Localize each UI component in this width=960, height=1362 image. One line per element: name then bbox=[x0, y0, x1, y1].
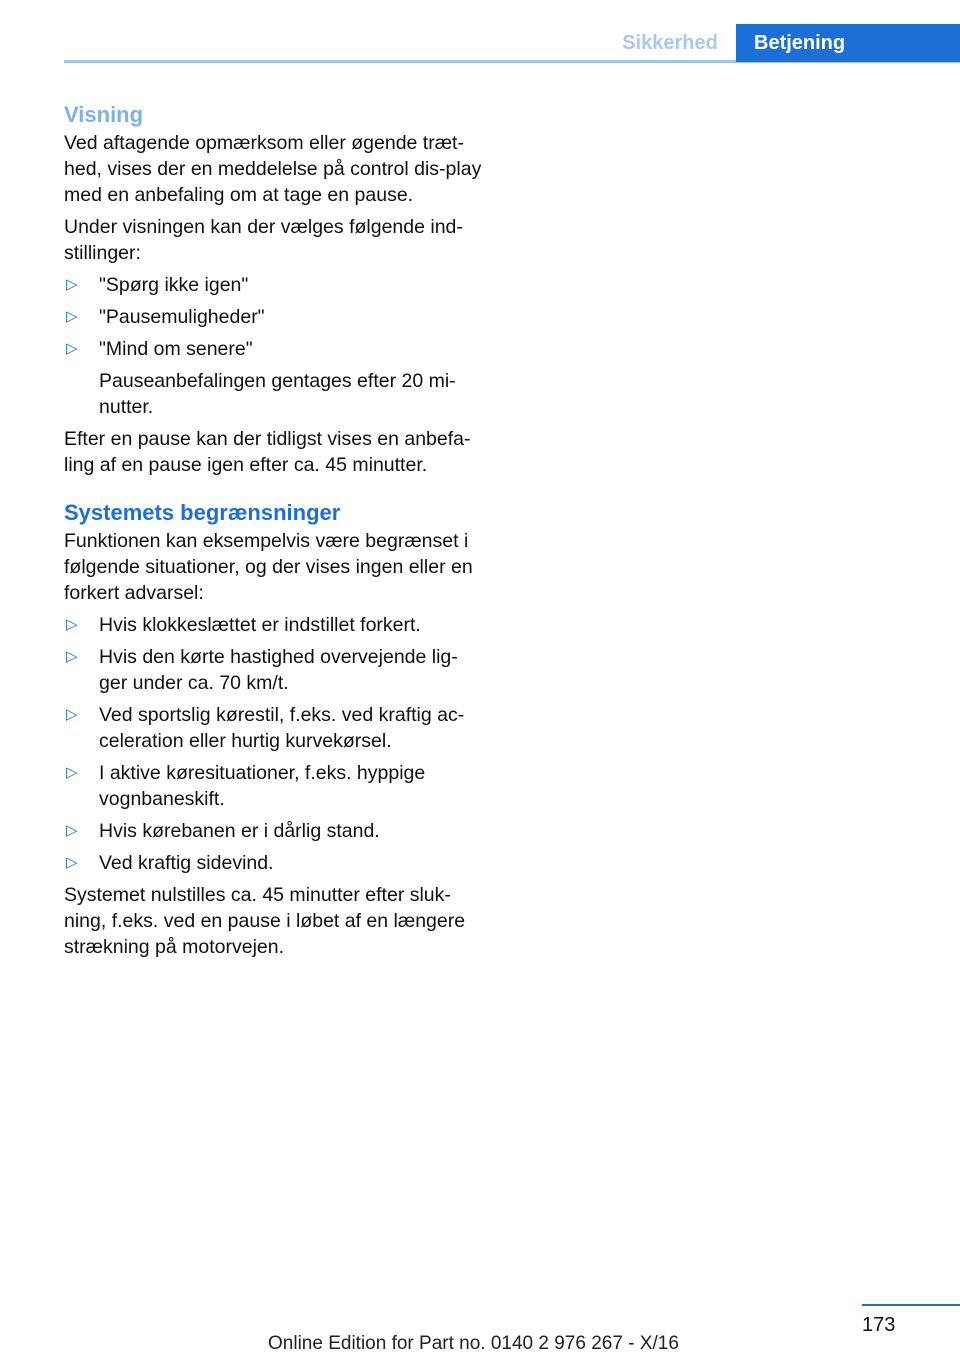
triangle-right-icon: ▷ bbox=[66, 706, 78, 723]
paragraph: Ved aftagende opmærksom eller øgende træt-hed, vises der en meddelelse på control dis-play med en anbefaling om at tage en pause. bbox=[64, 132, 482, 206]
list-item bbox=[64, 336, 482, 420]
list-item-note: Pauseanbefalingen gentages efter 20 mi-nutter. bbox=[99, 370, 456, 418]
list-item-text: I aktive køresituationer, f.eks. hyppige vognbaneskift. bbox=[99, 762, 426, 810]
paragraph: Under visningen kan der vælges følgende ind-stillinger: bbox=[64, 216, 463, 264]
list-item bbox=[64, 702, 482, 754]
list-item-text: "Spørg ikke igen" bbox=[99, 274, 249, 296]
list-item bbox=[64, 818, 482, 844]
footer-edition: Online Edition for Part no. 0140 2 976 267 - X/16 bbox=[268, 1333, 679, 1354]
section-heading-limits: Systemets begrænsninger bbox=[64, 500, 341, 525]
triangle-right-icon: ▷ bbox=[66, 764, 78, 781]
tab-betjening[interactable]: Betjening bbox=[736, 24, 960, 62]
list-item-text: Hvis den kørte hastighed overvejende lig-ger under ca. 70 km/t. bbox=[99, 646, 458, 694]
list-item bbox=[64, 612, 482, 638]
tab-sikkerhed[interactable]: Sikkerhed bbox=[622, 31, 718, 54]
main-content bbox=[64, 100, 482, 966]
paragraph: Efter en pause kan der tidligst vises en anbefa-ling af en pause igen efter ca. 45 minutter. bbox=[64, 428, 471, 476]
list-item bbox=[64, 760, 482, 812]
triangle-right-icon: ▷ bbox=[66, 616, 78, 633]
list-item-text: Ved kraftig sidevind. bbox=[99, 852, 274, 874]
paragraph: Systemet nulstilles ca. 45 minutter efter sluk-ning, f.eks. ved en pause i løbet af en længere strækning på motorvejen. bbox=[64, 884, 466, 958]
list-item bbox=[64, 272, 482, 298]
triangle-right-icon: ▷ bbox=[66, 854, 78, 871]
list-item bbox=[64, 644, 482, 696]
triangle-right-icon: ▷ bbox=[66, 308, 78, 325]
page-number-rule bbox=[862, 1304, 960, 1306]
section-heading-visning: Visning bbox=[64, 102, 144, 127]
triangle-right-icon: ▷ bbox=[66, 276, 78, 293]
list-item-text: Ved sportslig kørestil, f.eks. ved kraftig ac-celeration eller hurtig kurvekørsel. bbox=[99, 704, 465, 752]
list-item bbox=[64, 850, 482, 876]
triangle-right-icon: ▷ bbox=[66, 340, 78, 357]
list-item-text: Hvis kørebanen er i dårlig stand. bbox=[99, 820, 380, 842]
options-list bbox=[64, 272, 482, 420]
triangle-right-icon: ▷ bbox=[66, 648, 78, 665]
triangle-right-icon: ▷ bbox=[66, 822, 78, 839]
page-number: 173 bbox=[862, 1314, 896, 1336]
limits-list bbox=[64, 612, 482, 876]
list-item-text: "Pausemuligheder" bbox=[99, 306, 265, 328]
paragraph: Funktionen kan eksempelvis være begrænset i følgende situationer, og der vises ingen eller en forkert advarsel: bbox=[64, 530, 473, 604]
list-item-text: Hvis klokkeslættet er indstillet forkert. bbox=[99, 614, 421, 636]
list-item bbox=[64, 304, 482, 330]
list-item-text: "Mind om senere" bbox=[99, 338, 253, 360]
